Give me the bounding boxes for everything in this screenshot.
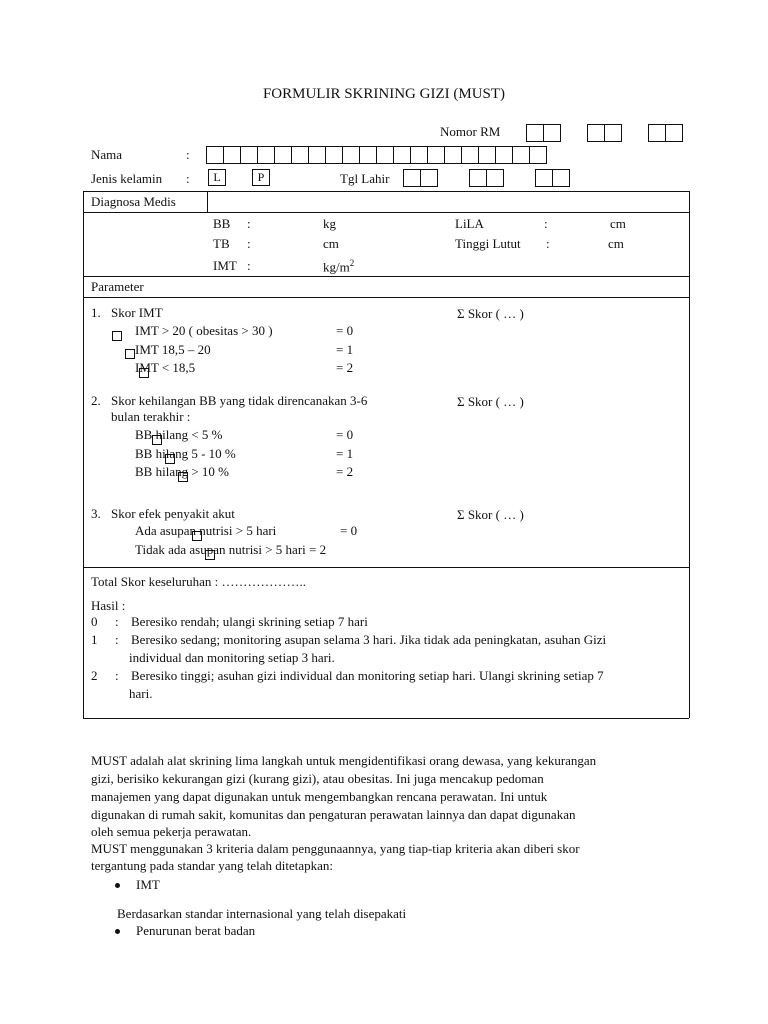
lila-label: LiLA [455,216,484,231]
tgl-lahir-year-boxes[interactable] [535,169,570,187]
param-1-option-2-score: = 1 [336,342,354,357]
body-note: Berdasarkan standar internasional yang telah disepakati [117,906,407,921]
result-1-text-line-1: Beresiko sedang; monitoring asupan selama 3 hari. Jika tidak ada peningkatan, asuhan Gizi [131,632,607,647]
param-2-number: 2. [91,393,101,408]
body-paragraph-1-line-4: digunakan di rumah sakit, komunitas dan pengaturan perawatan lainnya dan dapat digunakan [91,807,576,822]
param-2-option-1: BB hilang < 5 % [135,427,223,442]
lila-unit: cm [610,216,626,231]
bullet-item-imt: IMT [136,877,160,892]
nama-char-box[interactable] [342,146,360,164]
nama-char-box[interactable] [393,146,411,164]
nama-colon: : [186,147,190,162]
diagnosa-medis-field[interactable] [209,193,687,210]
param-1-option-1: IMT > 20 ( obesitas > 30 ) [135,323,273,338]
tb-label: TB [213,236,230,251]
nama-char-box[interactable] [274,146,292,164]
param-3-sum: Σ Skor ( … ) [457,507,524,522]
nama-char-box[interactable] [359,146,377,164]
imt-label: IMT [213,258,237,273]
tgl-lahir-label: Tgl Lahir [340,171,390,186]
nama-char-box[interactable] [206,146,224,164]
nomor-rm-boxes-2[interactable] [587,124,622,142]
jenis-kelamin-label: Jenis kelamin [91,171,163,186]
nama-char-box[interactable] [376,146,394,164]
param-2-option-1-score: = 0 [336,427,354,442]
nama-char-box[interactable] [512,146,530,164]
nama-char-box[interactable] [478,146,496,164]
nama-char-box[interactable] [291,146,309,164]
result-2-text-line-2: hari. [129,686,153,701]
nama-char-box[interactable] [325,146,343,164]
nomor-rm-boxes-1[interactable] [526,124,561,142]
param-2-title-line-2: bulan terakhir : [111,409,191,424]
body-paragraph-1-line-3: manajemen yang dapat digunakan untuk mengembangkan rencana perawatan. Ini untuk [91,789,548,804]
param-2-option-2-score: = 1 [336,446,354,461]
jenis-kelamin-colon: : [186,171,190,186]
gender-l-checkbox[interactable]: L [208,169,226,186]
nama-char-box[interactable] [257,146,275,164]
diagnosa-medis-label: Diagnosa Medis [91,194,176,209]
param-3-option-2: Tidak ada asupan nutrisi > 5 hari = 2 [135,542,327,557]
result-1-text-line-2: individual dan monitoring setiap 3 hari. [129,650,335,665]
param-1-option-3: IMT < 18,5 [135,360,196,375]
total-score-label: Total Skor keseluruhan : ……………….. [91,574,307,589]
imt-unit: $kg/m^2$ [323,258,355,275]
result-2-colon: : [115,668,119,683]
param-2-option-3: BB hilang > 10 % [135,464,229,479]
gender-p-checkbox[interactable]: P [252,169,270,186]
nama-char-box[interactable] [461,146,479,164]
tgl-lahir-month-boxes[interactable] [469,169,504,187]
param-3-option-1-score: = 0 [340,523,358,538]
param-3-title: Skor efek penyakit akut [111,506,235,521]
body-paragraph-1-line-2: gizi, berisiko kekurangan gizi (kurang gizi), atau obesitas. Ini juga mencakup pedoman [91,771,544,786]
bullet-icon [115,883,120,888]
bb-label: BB [213,216,231,231]
hasil-label: Hasil : [91,598,126,613]
result-0-text: Beresiko rendah; ulangi skrining setiap 7 hari [131,614,368,629]
result-0-number: 0 [91,614,98,629]
param-1-option-3-score: = 2 [336,360,354,375]
parameter-label: Parameter [91,279,144,294]
tinggi-lutut-label: Tinggi Lutut [455,236,521,251]
bullet-item-penurunan: Penurunan berat badan [136,923,256,938]
checkbox-icon[interactable] [125,349,135,359]
nomor-rm-boxes-3[interactable] [648,124,683,142]
result-2-text-line-1: Beresiko tinggi; asuhan gizi individual dan monitoring setiap hari. Ulangi skrining setiap 7 [131,668,604,683]
bb-colon: : [247,216,251,231]
nama-input-boxes[interactable] [206,146,547,164]
tb-colon: : [247,236,251,251]
body-paragraph-1-line-1: MUST adalah alat skrining lima langkah untuk mengidentifikasi orang dewasa, yang kekurangan [91,753,597,768]
bullet-icon [115,929,120,934]
lila-colon: : [544,216,548,231]
param-2-option-2: BB hilang 5 - 10 % [135,446,236,461]
nama-char-box[interactable] [308,146,326,164]
form-title: FORMULIR SKRINING GIZI (MUST) [262,86,506,102]
nama-char-box[interactable] [240,146,258,164]
body-paragraph-1-line-5: oleh semua pekerja perawatan. [91,824,252,839]
param-3-number: 3. [91,506,101,521]
body-paragraph-2-line-1: MUST menggunakan 3 kriteria dalam penggunaannya, yang tiap-tiap kriteria akan diberi skor [91,841,580,856]
nama-char-box[interactable] [410,146,428,164]
nama-char-box[interactable] [223,146,241,164]
param-3-option-1: Ada asupan nutrisi > 5 hari [135,523,277,538]
imt-colon: : [247,258,251,273]
checkbox-icon[interactable] [112,331,122,341]
param-1-sum: Σ Skor ( … ) [457,306,524,321]
nomor-rm-label: Nomor RM [440,124,501,139]
param-2-option-3-score: = 2 [336,464,354,479]
param-1-number: 1. [91,305,101,320]
nama-char-box[interactable] [444,146,462,164]
param-1-option-1-score: = 0 [336,323,354,338]
nama-char-box[interactable] [529,146,547,164]
param-2-sum: Σ Skor ( … ) [457,394,524,409]
tinggi-lutut-unit: cm [608,236,624,251]
param-1-option-2: IMT 18,5 – 20 [135,342,211,357]
param-1-title: Skor IMT [111,305,163,320]
tinggi-lutut-colon: : [546,236,550,251]
param-2-title-line-1: Skor kehilangan BB yang tidak direncanakan 3-6 [111,393,368,408]
result-1-number: 1 [91,632,98,647]
nama-char-box[interactable] [427,146,445,164]
bb-unit: kg [323,216,336,231]
nama-char-box[interactable] [495,146,513,164]
tgl-lahir-day-boxes[interactable] [403,169,438,187]
body-paragraph-2-line-2: tergantung pada standar yang telah ditetapkan: [91,858,333,873]
result-0-colon: : [115,614,119,629]
tb-unit: cm [323,236,339,251]
nama-label: Nama [91,147,123,162]
result-1-colon: : [115,632,119,647]
result-2-number: 2 [91,668,98,683]
